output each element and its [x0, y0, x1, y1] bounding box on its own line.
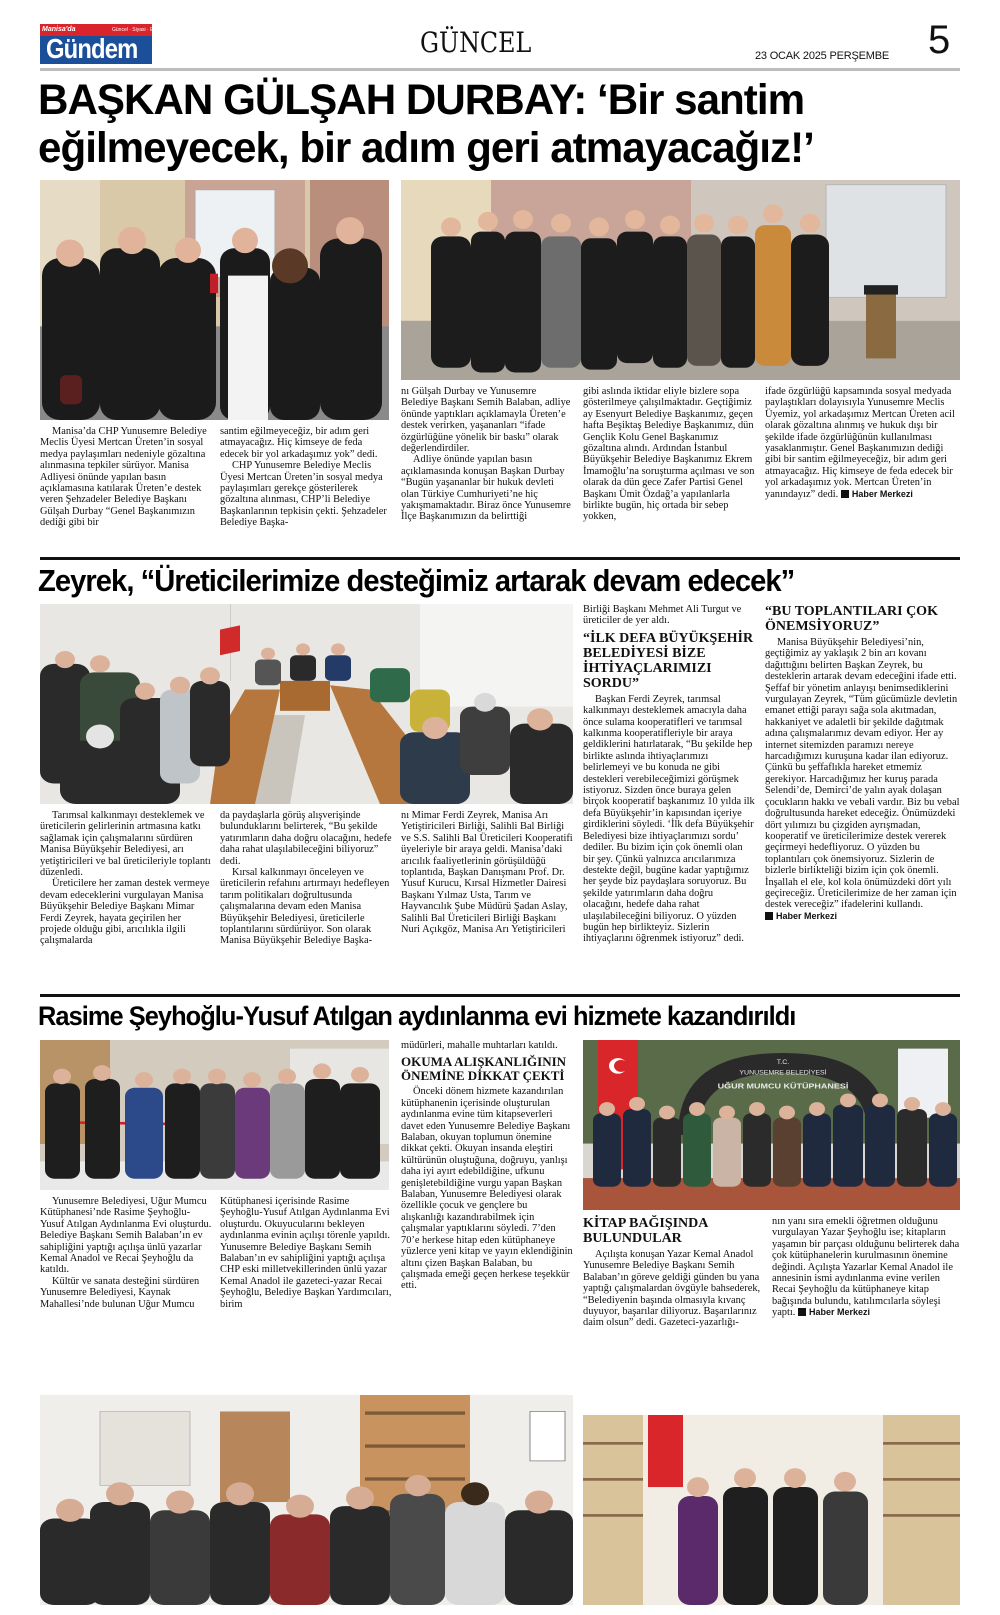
article2-col2-p1: da paydaşlarla görüş alışverişinde bulunduklarını belirterek, “Bu şekilde yatırımların daha doğru olacağını, hedefe daha rahat ulaşılabileceğini biliyoruz” dedi.	[220, 810, 392, 867]
logo-tagline: Manisa'da	[42, 26, 76, 33]
article2-col1-p2: Üreticilere her zaman destek vermeye devam edeceklerini vurgulayan Manisa Büyükşehir Belediye Başkanı Mimar Ferdi Zeyrek, hayata geçirilen her projede olduğu gibi, arıcılıkla ilgili çalışmalarda	[40, 878, 210, 947]
section-title: GÜNCEL	[420, 26, 532, 59]
article3-photo-bookshelves	[583, 1415, 960, 1605]
article3-column-2	[220, 1196, 392, 1310]
article1-column-4	[583, 386, 755, 523]
article3-photo-ribbon-cutting	[40, 1040, 389, 1190]
logo-wordmark: Gündem	[46, 33, 138, 64]
article1-col1-text: Manisa’da CHP Yunusemre Belediye Meclis Üyesi Mertcan Üreten’in sosyal medya paylaşımları nedeniyle gözaltına alınmasına tepkiler sürüyor. Manisa Adliyesi önünde yapılan basın açıklamasına katılarak Üreten’e destek veren Şehzadeler Belediye Başkanı Gülşah Durbay “Genel Başkanımızın dediği gibi bir	[40, 426, 207, 529]
article3-column-5	[772, 1216, 960, 1319]
newspaper-logo	[40, 24, 170, 64]
article3-column-1	[40, 1196, 212, 1310]
article2-column-4	[583, 604, 755, 945]
article2-headline: Zeyrek, “Üreticilerimize desteğimiz artarak devam edecek”	[38, 563, 795, 598]
article2-column-3	[401, 810, 573, 935]
article3-headline: Rasime Şeyhoğlu-Yusuf Atılgan aydınlanma evi hizmete kazandırıldı	[38, 1001, 796, 1031]
article2-col4-lead: Birliği Başkanı Mehmet Ali Turgut ve üreticiler de yer aldı.	[583, 604, 742, 627]
article2-column-5	[765, 604, 960, 922]
article3-subhead-2: KİTAP BAĞIŞINDA BULUNDULAR	[583, 1216, 708, 1246]
article1-photo-group	[401, 180, 960, 380]
article3-column-3	[401, 1040, 573, 1292]
article3-photo-audience	[40, 1395, 573, 1605]
article3-col2-text: Kütüphanesi içerisinde Rasime Şeyhoğlu-Yusuf Atılgan Aydınlanma Evi oluşturdu. Okuyucularını bekleyen aydınlanma evinin açılışı törenle yapıldı. Yunusemre Belediye Başkanı Semih Balaban’ın ev sahipliğini yaptığı açılışa CHP eski milletvekillerinden ünlü yazar Kemal Anadol ile gazeteci-yazar Recai Şeyhoğlu, Belediye Başkan Yardımcıları, birim	[220, 1196, 392, 1310]
section-divider-2	[40, 994, 960, 997]
article1-column-1	[40, 426, 210, 529]
section-divider-1	[40, 557, 960, 560]
article2-col3-text: nı Mimar Ferdi Zeyrek, Manisa Arı Yetiştiricileri Birliği, Salihli Bal Birliği ve S.S. Salihli Bal Üreticileri Kooperatifi üyeleriyle bir araya geldi. Manisa’daki arıcılık faaliyetlerinin görüşüldüğü toplantıda, Başkan Danışmanı Prof. Dr. Yusuf Kurucu, Kırsal Hizmetler Dairesi Başkanı Yılmaz Usta, Tarım ve Hayvancılık Şube Müdürü Şadan Aslay, Salihli Bal Üreticileri Birliği Başkanı Nuri Açıkgöz, Manisa Arı Yetiştiricileri	[401, 810, 573, 936]
article2-byline: Haber Merkezi	[765, 911, 837, 921]
article3-col3-body: Önceki dönem hizmete kazandırılan kütüphanenin içerisinde oluşturulan aydınlanma evine tüm kitapseverleri davet eden Yunusemre Belediye Başkanı Balaban, okuyan toplumun önemine dikkat çekti. Okuyan insanda eleştiri kültürünün oluştuğuna, doğruyu, yanlışı daha iyi ayırt edebildiğine, ufkunu genişletebildiğine vurgu yapan Başkan Balaban, Yunusemre Belediyesi olarak özellikle çocuk ve gençlere bu alışkanlığı kazandırabilmek için çalışmalar yaptıklarını söyledi. 7’den 70’e herkese hitap eden kütüphaneye yüzlerce yeni kitap ve yayın eklendiğinin altını çizen Başkan Balaban, bu çalışmada emeği geçen herkese teşekkür etti.	[401, 1086, 573, 1292]
library-arch-line2: YUNUSEMRE BELEDİYESİ	[739, 1069, 827, 1077]
article2-col1-p1: Tarımsal kalkınmayı desteklemek ve üreticilerin gelirlerinin artmasına katkı sağlamak için çalışmalarını sürdüren Manisa Büyükşehir Belediyesi, arı yetiştiricileri ve bal üreticileriyle toplantı düzenledi.	[40, 810, 211, 879]
article3-column-4	[583, 1216, 763, 1329]
masthead-rule	[40, 68, 960, 71]
article2-photo-meeting	[40, 604, 573, 804]
article1-col5-text: ifade özgürlüğü kapsamında sosyal medyada paylaştıkları dolayısıyla Yunusemre Meclis Üyemiz, yol arkadaşımız Mertcan Üreten acil olarak gözaltına alınmış ve hukuk dışı bir şekilde ifade özgürlüğünün kullanılması yasaklanmıştır. Genel Başkanımızın dediği gibi bir santim eğilmeyeceğiz, bir adım geri atmayacağız. Hiç kimseye de feda edecek bir yol arkadaşımız yok. Mertcan Üreten’in yanındayız” dedi.	[765, 386, 955, 500]
article3-subhead-1: OKUMA ALIŞKANLIĞININ ÖNEMİNE DİKKAT ÇEKTİ	[401, 1054, 567, 1084]
article1-photo-press-statement	[40, 180, 389, 420]
article1-headline-line1: BAŞKAN GÜLŞAH DURBAY: ‘Bir santim	[38, 76, 805, 124]
article1-col2-p1: santim eğilmeyeceğiz, bir adım geri atmayacağız. Hiç kimseye de feda edecek bir yol arkadaşımız yok” dedi.	[220, 426, 378, 460]
library-arch-line1: T.C.	[776, 1059, 790, 1067]
article3-col4-body: Açılışta konuşan Yazar Kemal Anadol Yunusemre Belediye Başkanı Semih Balaban’ın göreve geldiği günden bu yana yaptığı çalışmalardan övgüyle bahsederek, “Belediyenin başında olmasıyla kıvanç duyuyor, başarılar diliyoruz. Başarılarınız daim olsun” dedi. Gazeteci-yazarlığı-	[583, 1249, 761, 1329]
article2-col2-p2: Kırsal kalkınmayı önceleyen ve üreticilerin refahını artırmayı hedefleyen tarım politikaları doğrultusunda çalışmalarına devam eden Manisa Büyükşehir Belediyesi, üreticilerle toplantılarını sürdürüyor. Son olarak Manisa Büyükşehir Belediye Başka-	[220, 867, 390, 947]
logo-subtitle: Güncel · Siyasi · Ekonomi	[112, 27, 170, 33]
article3-col3-lead: müdürleri, mahalle muhtarları katıldı.	[401, 1040, 558, 1051]
article1-column-3	[401, 386, 573, 523]
article3-col5-body: nın yanı sıra emekli öğretmen olduğunu vurgulayan Yazar Şeyhoğlu ise; kitapların yaşamın bir parçası olduğunu belirterek daha çok kütüphanelerin kurulmasının önemine değindi. Açılışta Yazarlar Kemal Anadol ile annesinin ismi aydınlanma evine verilen Recai Şeyhoğlu da kütüphaneye kitap bağışında bulundu, katılımcılarla söyleşi yaptı.	[772, 1216, 960, 1319]
article1-col4-text: gibi aslında iktidar eliyle bizlere sopa gösterilmeye çalışılmaktadır. Geçtiğimiz ay Esenyurt Belediye Başkanımız, geçen hafta Beşiktaş Belediye Başkanımız, dün Gençlik Kolu Genel Başkanımız gözaltına alındı. Ardından İstanbul Büyükşehir Belediye Başkanımız Ekrem İmamoğlu’na soruşturma açılması ve son olarak da dün gece Zafer Partisi Genel Başkanı Ümit Özdağ’a yapılanlarla birlikte bugün, hiç ortada bir sebep yokken,	[583, 386, 755, 523]
article2-col4-body: Başkan Ferdi Zeyrek, tarımsal kalkınmayı desteklemek amacıyla daha önce sulama kooperatifleri ve tarımsal kalkınma kooperatifleriyle bir araya geldiklerini hatırlatarak, “Bu şekilde hep birlikte aslında ihtiyaçlarımızı belirlemeyi ve bu konuda ne gibi destekleri verebileceğimizi görüşmek istiyoruz. Sizden önce buraya gelen birçok kooperatif başkanımız 10 yılda ilk defa Büyükşehir’in kapısından içeriye girdiklerini söyledi. ‘İlk defa Büyükşehir Belediyesi bize ihtiyaçlarımızı sordu’ dediler. Bu bizim için çok önemli olan bir şey. Çünkü yalnızca arıcılarımıza destekte değil, bugüne kadar yaptığımız her şeyde biz paydaşlara soruyoruz. Bu şekilde yatırımların daha doğru olacağını, hedefe daha rahat ulaşılabileceğini biliyoruz. O yüzden bugün hep birlikteyiz. Sizlerin ihtiyaçlarını öğrenmek istiyoruz” dedi.	[583, 693, 755, 945]
article1-column-2	[220, 426, 390, 529]
article1-col3-p1: nı Gülşah Durbay ve Yunusemre Belediye Başkanı Semih Balaban, adliye önünde yaptıkları açıklamayla Üreten’e destek verirken, yaşananları “ifade özgürlüğüne yönelik bir baskı” olarak değerlendirdiler.	[401, 386, 571, 455]
page-number: 5	[928, 18, 951, 62]
article1-column-5	[765, 386, 960, 500]
article1-col3-p2: Adliye önünde yapılan basın açıklamasında konuşan Başkan Durbay “Bugün yaşananlar bir hukuk devleti olan Türkiye Cumhuriyeti’ne hiç yakışmamaktadır. Biraz önce Yunusemre İlçe Başkanımızın da belirttiği	[401, 454, 571, 523]
library-arch-line3: UĞUR MUMCU KÜTÜPHANESİ	[717, 1080, 849, 1091]
article3-col1-p1: Yunusemre Belediyesi, Uğur Mumcu Kütüphanesi’nde Rasime Şeyhoğlu-Yusuf Atılgan Aydınlanma Evi oluşturdu. Belediye Başkanı Semih Balaban’ın ev sahipliğini yaptığı açılışa ünlü yazarlar Kemal Anadol ve Recai Şeyhoğlu da katıldı.	[40, 1196, 212, 1276]
issue-date: 23 OCAK 2025 PERŞEMBE	[755, 50, 889, 62]
article1-headline-line2: eğilmeyecek, bir adım geri atmayacağız!’	[38, 124, 814, 172]
article2-column-2	[220, 810, 392, 947]
article3-photo-library-entrance	[583, 1040, 960, 1210]
article1-col2-p2: CHP Yunusemre Belediye Meclis Üyesi Mertcan Üreten’in sosyal medya paylaşımları gerekçe gösterilerek gözaltına alınması, CHP’li Belediye Başkanlarının tepkisin çekti. Şehzadeler Belediye Başka-	[220, 460, 387, 529]
article1-headline	[38, 76, 814, 172]
article3-byline: Haber Merkezi	[798, 1307, 870, 1317]
article3-col1-p2: Kültür ve sanata desteğini sürdüren Yunusemre Belediyesi, Kaynak Mahallesi’nde bulunan Uğur Mumcu	[40, 1275, 200, 1310]
article2-subhead-2: “BU TOPLANTILARI ÇOK ÖNEMSİYORUZ”	[765, 604, 938, 634]
article1-byline: Haber Merkezi	[841, 489, 913, 499]
article2-column-1	[40, 810, 212, 947]
article2-col5-body: Manisa Büyükşehir Belediyesi’nin, geçtiğimiz ay yaklaşık 2 bin arı kovanı dağıttığını belirten Başkan Zeyrek, bu desteklerin artarak devam edeceğini ifade etti. Şeffaf bir yönetim anlayışı benimsediklerini vurgulayan Zeyrek, “Tüm gücümüzle devletin emanet ettiği parayı sağa sola akıtmadan, hakkaniyet ve adaletli bir şekilde dağıtmak adına çalışmalarımız devam ediyor. Her ay internet sitemizden paramızı nereye harcadığımızı kuruşuna kadar ilan ediyoruz. Çünkü bu şeffaflıkla hareket etmemiz gerekiyor. Harcadığımız her kuruş parada Selendi’de, Demirci’de yalın ayak dolaşan çocukların hakkı ve vebali vardır. Biz bu vebal doğrultusunda hareket edeceğiz. Önümüzdeki dört yılımızı bu çizgiden ayrışmadan, kooperatif ve üreticilerimize destek vererek geçirmeyi hedefliyoruz. O yüzden bu toplantıları çok önemsiyoruz. Sizlerin de bizlerle birlikteliği bizim için çok önemli. İnşallah el ele, kol kola önümüzdeki dört yılı geçireceğiz. Üreticilerimize de her zaman için destek vereceğiz” ifadelerini kullandı.	[765, 637, 960, 911]
article2-subhead-1: “İLK DEFA BÜYÜKŞEHİR BELEDİYESİ BİZE İHTİYAÇLARIMIZI SORDU”	[583, 630, 754, 691]
